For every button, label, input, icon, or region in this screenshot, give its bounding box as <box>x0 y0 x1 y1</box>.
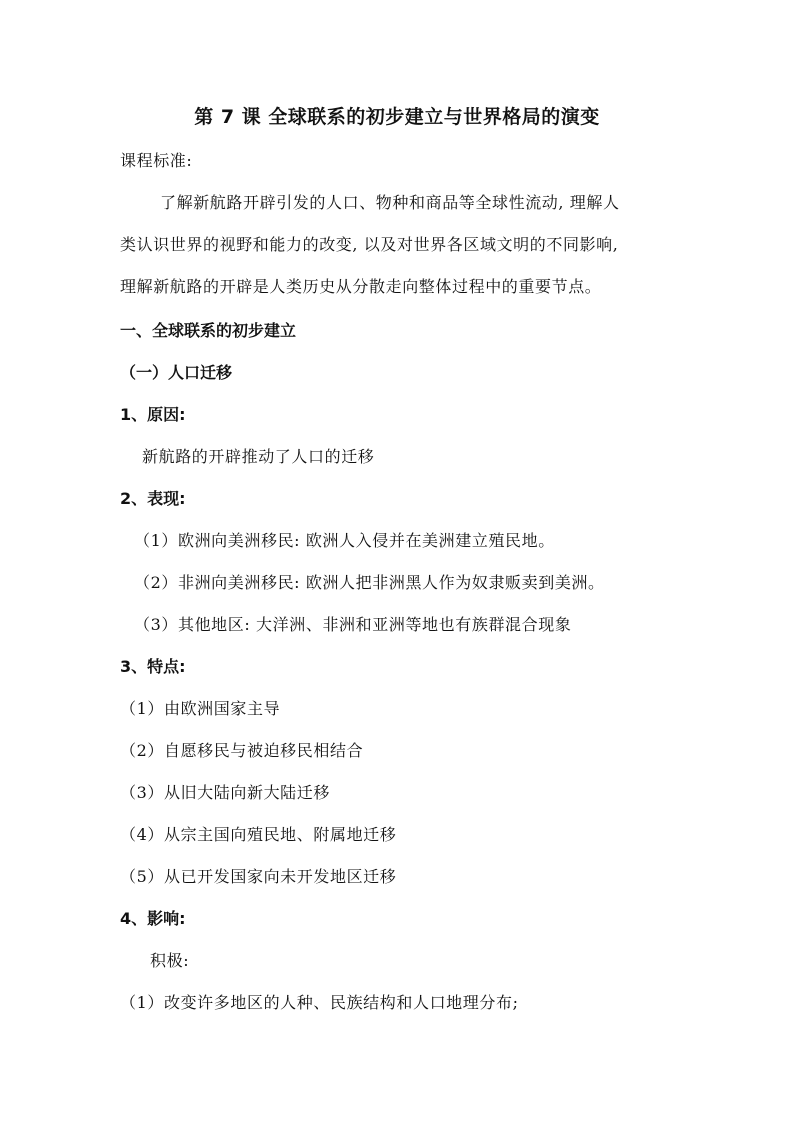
feature-item: （3）从旧大陆向新大陆迁移 <box>120 783 330 802</box>
feature-item: （1）由欧洲国家主导 <box>120 699 281 718</box>
manifest-heading: 2、表现: <box>120 489 186 508</box>
feature-heading: 3、特点: <box>120 657 186 676</box>
standard-text-line-3: 理解新航路的开辟是人类历史从分散走向整体过程中的重要节点。 <box>120 277 602 296</box>
feature-item: （4）从宗主国向殖民地、附属地迁移 <box>120 825 397 844</box>
manifest-item: （3）其他地区: 大洋洲、非洲和亚洲等地也有族群混合现象 <box>134 615 572 634</box>
standard-text-line-2: 类认识世界的视野和能力的改变, 以及对世界各区域文明的不同影响, <box>120 235 619 254</box>
cause-text: 新航路的开辟推动了人口的迁移 <box>142 447 375 466</box>
page-title: 第 7 课 全球联系的初步建立与世界格局的演变 <box>194 106 600 128</box>
cause-heading: 1、原因: <box>120 405 186 424</box>
manifest-item: （1）欧洲向美洲移民: 欧洲人入侵并在美洲建立殖民地。 <box>134 531 555 550</box>
manifest-item: （2）非洲向美洲移民: 欧洲人把非洲黑人作为奴隶贩卖到美洲。 <box>134 573 605 592</box>
feature-item: （5）从已开发国家向未开发地区迁移 <box>120 867 397 886</box>
section-heading: 一、全球联系的初步建立 <box>120 321 297 340</box>
feature-item: （2）自愿移民与被迫移民相结合 <box>120 741 364 760</box>
impact-item: （1）改变许多地区的人种、民族结构和人口地理分布; <box>120 993 519 1012</box>
subsection-heading: （一）人口迁移 <box>120 363 233 382</box>
impact-heading: 4、影响: <box>120 909 186 928</box>
standard-label: 课程标准: <box>120 151 193 170</box>
positive-label: 积极: <box>150 951 190 970</box>
standard-text-line-1: 了解新航路开辟引发的人口、物种和商品等全球性流动, 理解人 <box>160 193 620 212</box>
